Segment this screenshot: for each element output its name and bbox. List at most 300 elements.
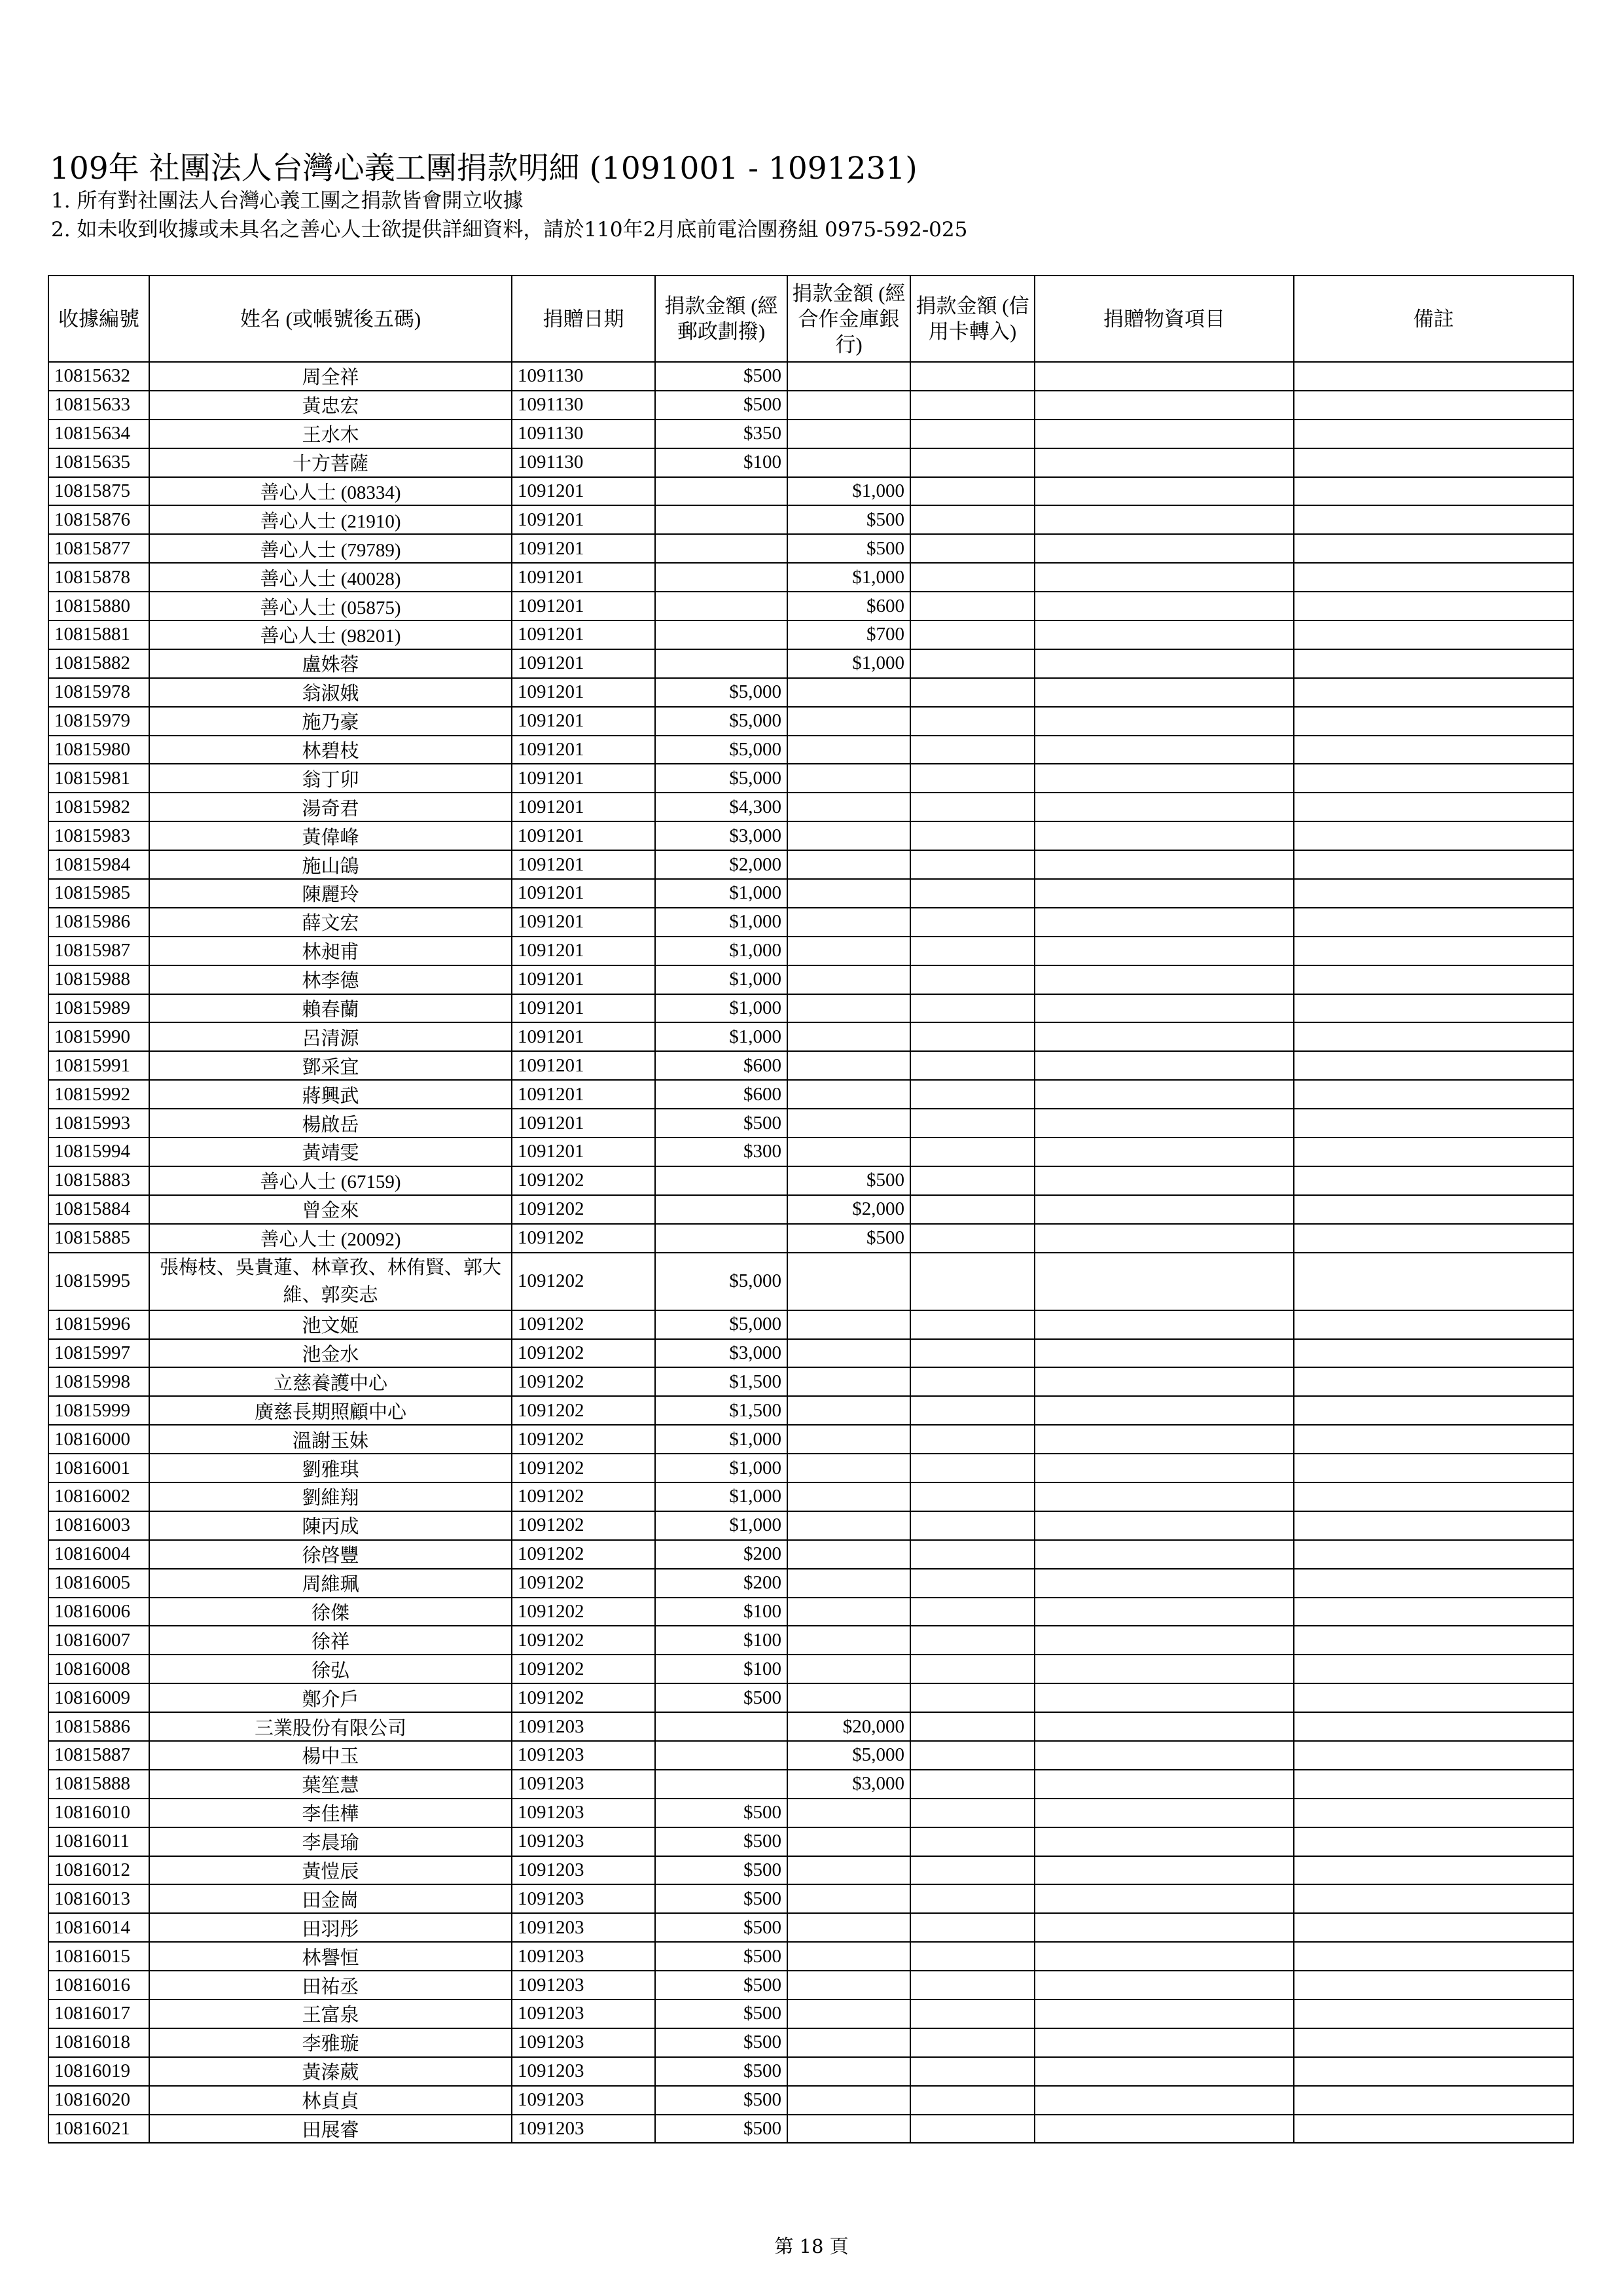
cell-amount-bank bbox=[787, 908, 910, 937]
cell-date: 1091201 bbox=[512, 764, 655, 793]
table-row bbox=[48, 1051, 1573, 1080]
cell-date: 1091203 bbox=[512, 1971, 655, 2000]
cell-date: 1091202 bbox=[512, 1166, 655, 1195]
cell-amount-postal bbox=[655, 1770, 787, 1799]
cell-remarks bbox=[1294, 1224, 1573, 1253]
cell-amount-postal: $500 bbox=[655, 1683, 787, 1712]
cell-amount-card bbox=[910, 1626, 1035, 1655]
cell-remarks bbox=[1294, 994, 1573, 1023]
cell-amount-postal: $5,000 bbox=[655, 678, 787, 707]
table-row bbox=[48, 592, 1573, 620]
table-row bbox=[48, 994, 1573, 1023]
cell-amount-bank bbox=[787, 1454, 910, 1482]
cell-amount-card bbox=[910, 1310, 1035, 1339]
cell-amount-bank bbox=[787, 1511, 910, 1540]
cell-remarks bbox=[1294, 620, 1573, 649]
cell-receipt-no: 10815979 bbox=[48, 707, 149, 736]
cell-items bbox=[1035, 649, 1294, 678]
cell-amount-card bbox=[910, 420, 1035, 448]
cell-receipt-no: 10816007 bbox=[48, 1626, 149, 1655]
cell-name: 鄭介戶 bbox=[149, 1683, 512, 1712]
cell-receipt-no: 10815634 bbox=[48, 420, 149, 448]
cell-remarks bbox=[1294, 2057, 1573, 2086]
cell-items bbox=[1035, 764, 1294, 793]
cell-items bbox=[1035, 1396, 1294, 1425]
cell-amount-bank bbox=[787, 1367, 910, 1396]
cell-amount-card bbox=[910, 937, 1035, 965]
cell-amount-postal: $5,000 bbox=[655, 736, 787, 764]
table-row bbox=[48, 448, 1573, 477]
cell-amount-card bbox=[910, 448, 1035, 477]
cell-amount-card bbox=[910, 534, 1035, 563]
header-name: 姓名 (或帳號後五碼) bbox=[149, 276, 512, 362]
cell-amount-card bbox=[910, 1856, 1035, 1885]
cell-items bbox=[1035, 908, 1294, 937]
cell-remarks bbox=[1294, 649, 1573, 678]
cell-remarks bbox=[1294, 1827, 1573, 1856]
cell-items bbox=[1035, 1310, 1294, 1339]
table-row bbox=[48, 362, 1573, 391]
cell-date: 1091202 bbox=[512, 1626, 655, 1655]
cell-remarks bbox=[1294, 592, 1573, 620]
cell-amount-postal: $5,000 bbox=[655, 1253, 787, 1310]
cell-date: 1091201 bbox=[512, 477, 655, 506]
cell-receipt-no: 10815990 bbox=[48, 1022, 149, 1051]
table-row bbox=[48, 1626, 1573, 1655]
cell-name: 善心人士 (40028) bbox=[149, 563, 512, 592]
cell-amount-postal bbox=[655, 1195, 787, 1224]
table-row bbox=[48, 821, 1573, 850]
table-row bbox=[48, 649, 1573, 678]
cell-amount-postal: $1,000 bbox=[655, 1425, 787, 1454]
cell-remarks bbox=[1294, 391, 1573, 420]
cell-items bbox=[1035, 592, 1294, 620]
cell-date: 1091202 bbox=[512, 1511, 655, 1540]
cell-name: 王水木 bbox=[149, 420, 512, 448]
table-row bbox=[48, 1080, 1573, 1109]
cell-amount-bank bbox=[787, 1540, 910, 1569]
cell-remarks bbox=[1294, 1971, 1573, 2000]
cell-receipt-no: 10815982 bbox=[48, 793, 149, 821]
cell-items bbox=[1035, 678, 1294, 707]
cell-amount-card bbox=[910, 2086, 1035, 2115]
cell-amount-card bbox=[910, 1942, 1035, 1971]
cell-remarks bbox=[1294, 850, 1573, 879]
cell-date: 1091203 bbox=[512, 2000, 655, 2028]
cell-amount-card bbox=[910, 1425, 1035, 1454]
cell-name: 周全祥 bbox=[149, 362, 512, 391]
table-row bbox=[48, 1022, 1573, 1051]
cell-items bbox=[1035, 2057, 1294, 2086]
cell-amount-bank: $2,000 bbox=[787, 1195, 910, 1224]
cell-name: 池文姬 bbox=[149, 1310, 512, 1339]
cell-items bbox=[1035, 707, 1294, 736]
cell-amount-postal: $100 bbox=[655, 448, 787, 477]
cell-receipt-no: 10815880 bbox=[48, 592, 149, 620]
cell-remarks bbox=[1294, 1051, 1573, 1080]
cell-receipt-no: 10815635 bbox=[48, 448, 149, 477]
cell-amount-postal: $200 bbox=[655, 1540, 787, 1569]
cell-receipt-no: 10815988 bbox=[48, 965, 149, 994]
cell-amount-postal: $3,000 bbox=[655, 821, 787, 850]
cell-items bbox=[1035, 1799, 1294, 1827]
cell-amount-bank bbox=[787, 448, 910, 477]
cell-receipt-no: 10816002 bbox=[48, 1482, 149, 1511]
table-row bbox=[48, 2028, 1573, 2057]
cell-amount-card bbox=[910, 592, 1035, 620]
cell-date: 1091130 bbox=[512, 362, 655, 391]
cell-date: 1091203 bbox=[512, 1913, 655, 1942]
cell-receipt-no: 10815978 bbox=[48, 678, 149, 707]
cell-amount-postal: $100 bbox=[655, 1598, 787, 1626]
table-row bbox=[48, 965, 1573, 994]
cell-amount-bank: $600 bbox=[787, 592, 910, 620]
cell-date: 1091201 bbox=[512, 879, 655, 908]
table-row bbox=[48, 1942, 1573, 1971]
cell-amount-postal: $1,000 bbox=[655, 1511, 787, 1540]
cell-receipt-no: 10815991 bbox=[48, 1051, 149, 1080]
cell-amount-bank bbox=[787, 1598, 910, 1626]
cell-date: 1091202 bbox=[512, 1598, 655, 1626]
cell-date: 1091130 bbox=[512, 420, 655, 448]
cell-items bbox=[1035, 1454, 1294, 1482]
table-row bbox=[48, 1598, 1573, 1626]
cell-date: 1091202 bbox=[512, 1253, 655, 1310]
cell-remarks bbox=[1294, 505, 1573, 534]
cell-receipt-no: 10815633 bbox=[48, 391, 149, 420]
cell-date: 1091201 bbox=[512, 821, 655, 850]
cell-amount-bank: $1,000 bbox=[787, 649, 910, 678]
cell-remarks bbox=[1294, 908, 1573, 937]
cell-receipt-no: 10815881 bbox=[48, 620, 149, 649]
cell-date: 1091201 bbox=[512, 534, 655, 563]
cell-amount-card bbox=[910, 1195, 1035, 1224]
cell-remarks bbox=[1294, 937, 1573, 965]
cell-date: 1091201 bbox=[512, 1109, 655, 1138]
cell-name: 李佳樺 bbox=[149, 1799, 512, 1827]
cell-remarks bbox=[1294, 1741, 1573, 1770]
cell-items bbox=[1035, 1166, 1294, 1195]
cell-amount-bank bbox=[787, 1913, 910, 1942]
cell-amount-postal: $500 bbox=[655, 391, 787, 420]
cell-date: 1091201 bbox=[512, 678, 655, 707]
cell-receipt-no: 10816010 bbox=[48, 1799, 149, 1827]
cell-remarks bbox=[1294, 1856, 1573, 1885]
cell-remarks bbox=[1294, 1454, 1573, 1482]
cell-items bbox=[1035, 1195, 1294, 1224]
cell-date: 1091202 bbox=[512, 1540, 655, 1569]
cell-name: 廣慈長期照顧中心 bbox=[149, 1396, 512, 1425]
table-row bbox=[48, 420, 1573, 448]
cell-amount-postal: $100 bbox=[655, 1626, 787, 1655]
cell-date: 1091201 bbox=[512, 563, 655, 592]
cell-amount-card bbox=[910, 793, 1035, 821]
cell-items bbox=[1035, 793, 1294, 821]
cell-date: 1091203 bbox=[512, 1856, 655, 1885]
cell-items bbox=[1035, 2028, 1294, 2057]
cell-name: 林貞貞 bbox=[149, 2086, 512, 2115]
cell-amount-card bbox=[910, 362, 1035, 391]
table-row bbox=[48, 736, 1573, 764]
cell-name: 陳麗玲 bbox=[149, 879, 512, 908]
cell-date: 1091203 bbox=[512, 2086, 655, 2115]
table-row bbox=[48, 2115, 1573, 2144]
table-row bbox=[48, 1971, 1573, 2000]
cell-remarks bbox=[1294, 1655, 1573, 1683]
cell-receipt-no: 10815878 bbox=[48, 563, 149, 592]
cell-date: 1091201 bbox=[512, 707, 655, 736]
cell-amount-card bbox=[910, 994, 1035, 1023]
cell-receipt-no: 10816004 bbox=[48, 1540, 149, 1569]
cell-amount-postal bbox=[655, 620, 787, 649]
cell-name: 李雅璇 bbox=[149, 2028, 512, 2057]
cell-receipt-no: 10815632 bbox=[48, 362, 149, 391]
cell-amount-postal: $500 bbox=[655, 1913, 787, 1942]
cell-items bbox=[1035, 477, 1294, 506]
cell-date: 1091202 bbox=[512, 1683, 655, 1712]
cell-receipt-no: 10816013 bbox=[48, 1884, 149, 1913]
cell-name: 施乃豪 bbox=[149, 707, 512, 736]
table-row bbox=[48, 1884, 1573, 1913]
cell-items bbox=[1035, 1080, 1294, 1109]
cell-amount-bank bbox=[787, 793, 910, 821]
cell-amount-postal bbox=[655, 649, 787, 678]
table-row bbox=[48, 2086, 1573, 2115]
cell-remarks bbox=[1294, 1195, 1573, 1224]
cell-items bbox=[1035, 850, 1294, 879]
table-row bbox=[48, 850, 1573, 879]
cell-amount-card bbox=[910, 1971, 1035, 2000]
cell-date: 1091202 bbox=[512, 1195, 655, 1224]
cell-amount-bank: $1,000 bbox=[787, 477, 910, 506]
cell-amount-postal: $500 bbox=[655, 1884, 787, 1913]
cell-items bbox=[1035, 994, 1294, 1023]
cell-receipt-no: 10815984 bbox=[48, 850, 149, 879]
cell-items bbox=[1035, 2086, 1294, 2115]
cell-items bbox=[1035, 1109, 1294, 1138]
cell-amount-bank: $5,000 bbox=[787, 1741, 910, 1770]
table-row bbox=[48, 1195, 1573, 1224]
cell-amount-postal: $1,000 bbox=[655, 879, 787, 908]
cell-name: 徐傑 bbox=[149, 1598, 512, 1626]
cell-date: 1091202 bbox=[512, 1367, 655, 1396]
table-header-row bbox=[48, 276, 1573, 362]
cell-amount-bank bbox=[787, 821, 910, 850]
cell-amount-card bbox=[910, 1655, 1035, 1683]
cell-amount-postal: $500 bbox=[655, 1942, 787, 1971]
cell-items bbox=[1035, 505, 1294, 534]
cell-remarks bbox=[1294, 420, 1573, 448]
cell-name: 鄧采宜 bbox=[149, 1051, 512, 1080]
page-number: 第 18 頁 bbox=[774, 2235, 849, 2257]
cell-items bbox=[1035, 391, 1294, 420]
cell-remarks bbox=[1294, 2028, 1573, 2057]
cell-amount-bank bbox=[787, 420, 910, 448]
cell-receipt-no: 10816001 bbox=[48, 1454, 149, 1482]
cell-items bbox=[1035, 362, 1294, 391]
cell-amount-postal bbox=[655, 592, 787, 620]
cell-amount-postal: $3,000 bbox=[655, 1339, 787, 1368]
cell-amount-postal: $200 bbox=[655, 1569, 787, 1598]
table-row bbox=[48, 908, 1573, 937]
table-row bbox=[48, 620, 1573, 649]
cell-amount-card bbox=[910, 2028, 1035, 2057]
cell-name: 呂清源 bbox=[149, 1022, 512, 1051]
cell-amount-postal: $350 bbox=[655, 420, 787, 448]
cell-amount-card bbox=[910, 736, 1035, 764]
table-row bbox=[48, 879, 1573, 908]
cell-receipt-no: 10815997 bbox=[48, 1339, 149, 1368]
cell-receipt-no: 10816016 bbox=[48, 1971, 149, 2000]
cell-amount-bank bbox=[787, 362, 910, 391]
cell-receipt-no: 10816014 bbox=[48, 1913, 149, 1942]
cell-items bbox=[1035, 2115, 1294, 2144]
cell-amount-postal: $5,000 bbox=[655, 707, 787, 736]
cell-name: 李晨瑜 bbox=[149, 1827, 512, 1856]
cell-receipt-no: 10815886 bbox=[48, 1712, 149, 1741]
cell-name: 林昶甫 bbox=[149, 937, 512, 965]
cell-receipt-no: 10816020 bbox=[48, 2086, 149, 2115]
cell-receipt-no: 10816009 bbox=[48, 1683, 149, 1712]
cell-amount-bank bbox=[787, 2057, 910, 2086]
cell-date: 1091201 bbox=[512, 592, 655, 620]
cell-remarks bbox=[1294, 965, 1573, 994]
cell-date: 1091201 bbox=[512, 1051, 655, 1080]
cell-amount-postal: $500 bbox=[655, 2115, 787, 2144]
table-row bbox=[48, 534, 1573, 563]
cell-items bbox=[1035, 879, 1294, 908]
cell-amount-bank bbox=[787, 1396, 910, 1425]
cell-name: 黃溱葳 bbox=[149, 2057, 512, 2086]
cell-amount-bank bbox=[787, 1138, 910, 1166]
cell-date: 1091202 bbox=[512, 1310, 655, 1339]
header-amount-card: 捐款金額 (信用卡轉入) bbox=[910, 276, 1035, 362]
cell-amount-bank bbox=[787, 1339, 910, 1368]
cell-remarks bbox=[1294, 534, 1573, 563]
cell-amount-bank bbox=[787, 1856, 910, 1885]
cell-remarks bbox=[1294, 1942, 1573, 1971]
table-row bbox=[48, 505, 1573, 534]
cell-receipt-no: 10816000 bbox=[48, 1425, 149, 1454]
cell-items bbox=[1035, 620, 1294, 649]
cell-receipt-no: 10815882 bbox=[48, 649, 149, 678]
table-row bbox=[48, 1454, 1573, 1482]
cell-name: 翁丁卯 bbox=[149, 764, 512, 793]
cell-amount-postal: $100 bbox=[655, 1655, 787, 1683]
cell-amount-bank bbox=[787, 1884, 910, 1913]
cell-amount-bank bbox=[787, 678, 910, 707]
cell-items bbox=[1035, 1683, 1294, 1712]
note-receipt: 1. 所有對社團法人台灣心義工團之捐款皆會開立收據 bbox=[51, 189, 524, 213]
cell-amount-postal: $500 bbox=[655, 1109, 787, 1138]
cell-date: 1091203 bbox=[512, 1712, 655, 1741]
cell-receipt-no: 10815985 bbox=[48, 879, 149, 908]
table-row bbox=[48, 1138, 1573, 1166]
cell-remarks bbox=[1294, 2115, 1573, 2144]
cell-remarks bbox=[1294, 821, 1573, 850]
cell-items bbox=[1035, 1138, 1294, 1166]
cell-receipt-no: 10815884 bbox=[48, 1195, 149, 1224]
cell-remarks bbox=[1294, 1396, 1573, 1425]
cell-items bbox=[1035, 1827, 1294, 1856]
cell-name: 三業股份有限公司 bbox=[149, 1712, 512, 1741]
cell-name: 善心人士 (08334) bbox=[149, 477, 512, 506]
cell-date: 1091203 bbox=[512, 1770, 655, 1799]
cell-amount-bank: $500 bbox=[787, 534, 910, 563]
cell-date: 1091203 bbox=[512, 2028, 655, 2057]
cell-remarks bbox=[1294, 1626, 1573, 1655]
cell-amount-bank bbox=[787, 1051, 910, 1080]
note-contact: 2. 如未收到收據或未具名之善心人士欲提供詳細資料，請於110年2月底前電洽團務組 0975-592-025 bbox=[51, 218, 968, 242]
cell-amount-postal: $5,000 bbox=[655, 764, 787, 793]
cell-items bbox=[1035, 563, 1294, 592]
cell-receipt-no: 10816012 bbox=[48, 1856, 149, 1885]
cell-date: 1091201 bbox=[512, 1080, 655, 1109]
cell-remarks bbox=[1294, 1022, 1573, 1051]
cell-amount-postal: $4,300 bbox=[655, 793, 787, 821]
cell-amount-bank bbox=[787, 1655, 910, 1683]
cell-amount-bank bbox=[787, 1626, 910, 1655]
cell-amount-postal: $1,000 bbox=[655, 1022, 787, 1051]
cell-amount-card bbox=[910, 678, 1035, 707]
cell-items bbox=[1035, 1913, 1294, 1942]
cell-name: 盧姝蓉 bbox=[149, 649, 512, 678]
cell-items bbox=[1035, 1626, 1294, 1655]
cell-items bbox=[1035, 1425, 1294, 1454]
cell-amount-card bbox=[910, 1511, 1035, 1540]
cell-amount-card bbox=[910, 2115, 1035, 2144]
table-row bbox=[48, 1827, 1573, 1856]
cell-amount-bank: $500 bbox=[787, 1224, 910, 1253]
cell-items bbox=[1035, 1482, 1294, 1511]
cell-items bbox=[1035, 1712, 1294, 1741]
cell-amount-bank bbox=[787, 1253, 910, 1310]
cell-amount-card bbox=[910, 821, 1035, 850]
cell-amount-postal: $1,000 bbox=[655, 965, 787, 994]
cell-amount-card bbox=[910, 850, 1035, 879]
cell-remarks bbox=[1294, 1109, 1573, 1138]
cell-receipt-no: 10816011 bbox=[48, 1827, 149, 1856]
cell-amount-card bbox=[910, 563, 1035, 592]
cell-name: 林李德 bbox=[149, 965, 512, 994]
cell-name: 周維珮 bbox=[149, 1569, 512, 1598]
cell-items bbox=[1035, 1971, 1294, 2000]
cell-amount-postal: $500 bbox=[655, 2028, 787, 2057]
cell-amount-bank bbox=[787, 1683, 910, 1712]
cell-items bbox=[1035, 736, 1294, 764]
cell-receipt-no: 10816017 bbox=[48, 2000, 149, 2028]
cell-remarks bbox=[1294, 1138, 1573, 1166]
cell-name: 田祐丞 bbox=[149, 1971, 512, 2000]
cell-date: 1091130 bbox=[512, 448, 655, 477]
cell-items bbox=[1035, 1253, 1294, 1310]
cell-receipt-no: 10815992 bbox=[48, 1080, 149, 1109]
cell-amount-postal bbox=[655, 1741, 787, 1770]
header-items: 捐贈物資項目 bbox=[1035, 276, 1294, 362]
cell-amount-card bbox=[910, 908, 1035, 937]
cell-name: 王富泉 bbox=[149, 2000, 512, 2028]
table-row bbox=[48, 1253, 1573, 1310]
table-row bbox=[48, 1712, 1573, 1741]
cell-amount-bank bbox=[787, 1971, 910, 2000]
table-row bbox=[48, 1799, 1573, 1827]
cell-amount-postal: $500 bbox=[655, 2000, 787, 2028]
cell-name: 張梅枝、吳貴蓮、林章孜、林侑賢、郭大維、郭奕志 bbox=[149, 1253, 512, 1310]
cell-amount-bank: $500 bbox=[787, 1166, 910, 1195]
cell-remarks bbox=[1294, 1339, 1573, 1368]
cell-receipt-no: 10815996 bbox=[48, 1310, 149, 1339]
cell-date: 1091202 bbox=[512, 1425, 655, 1454]
